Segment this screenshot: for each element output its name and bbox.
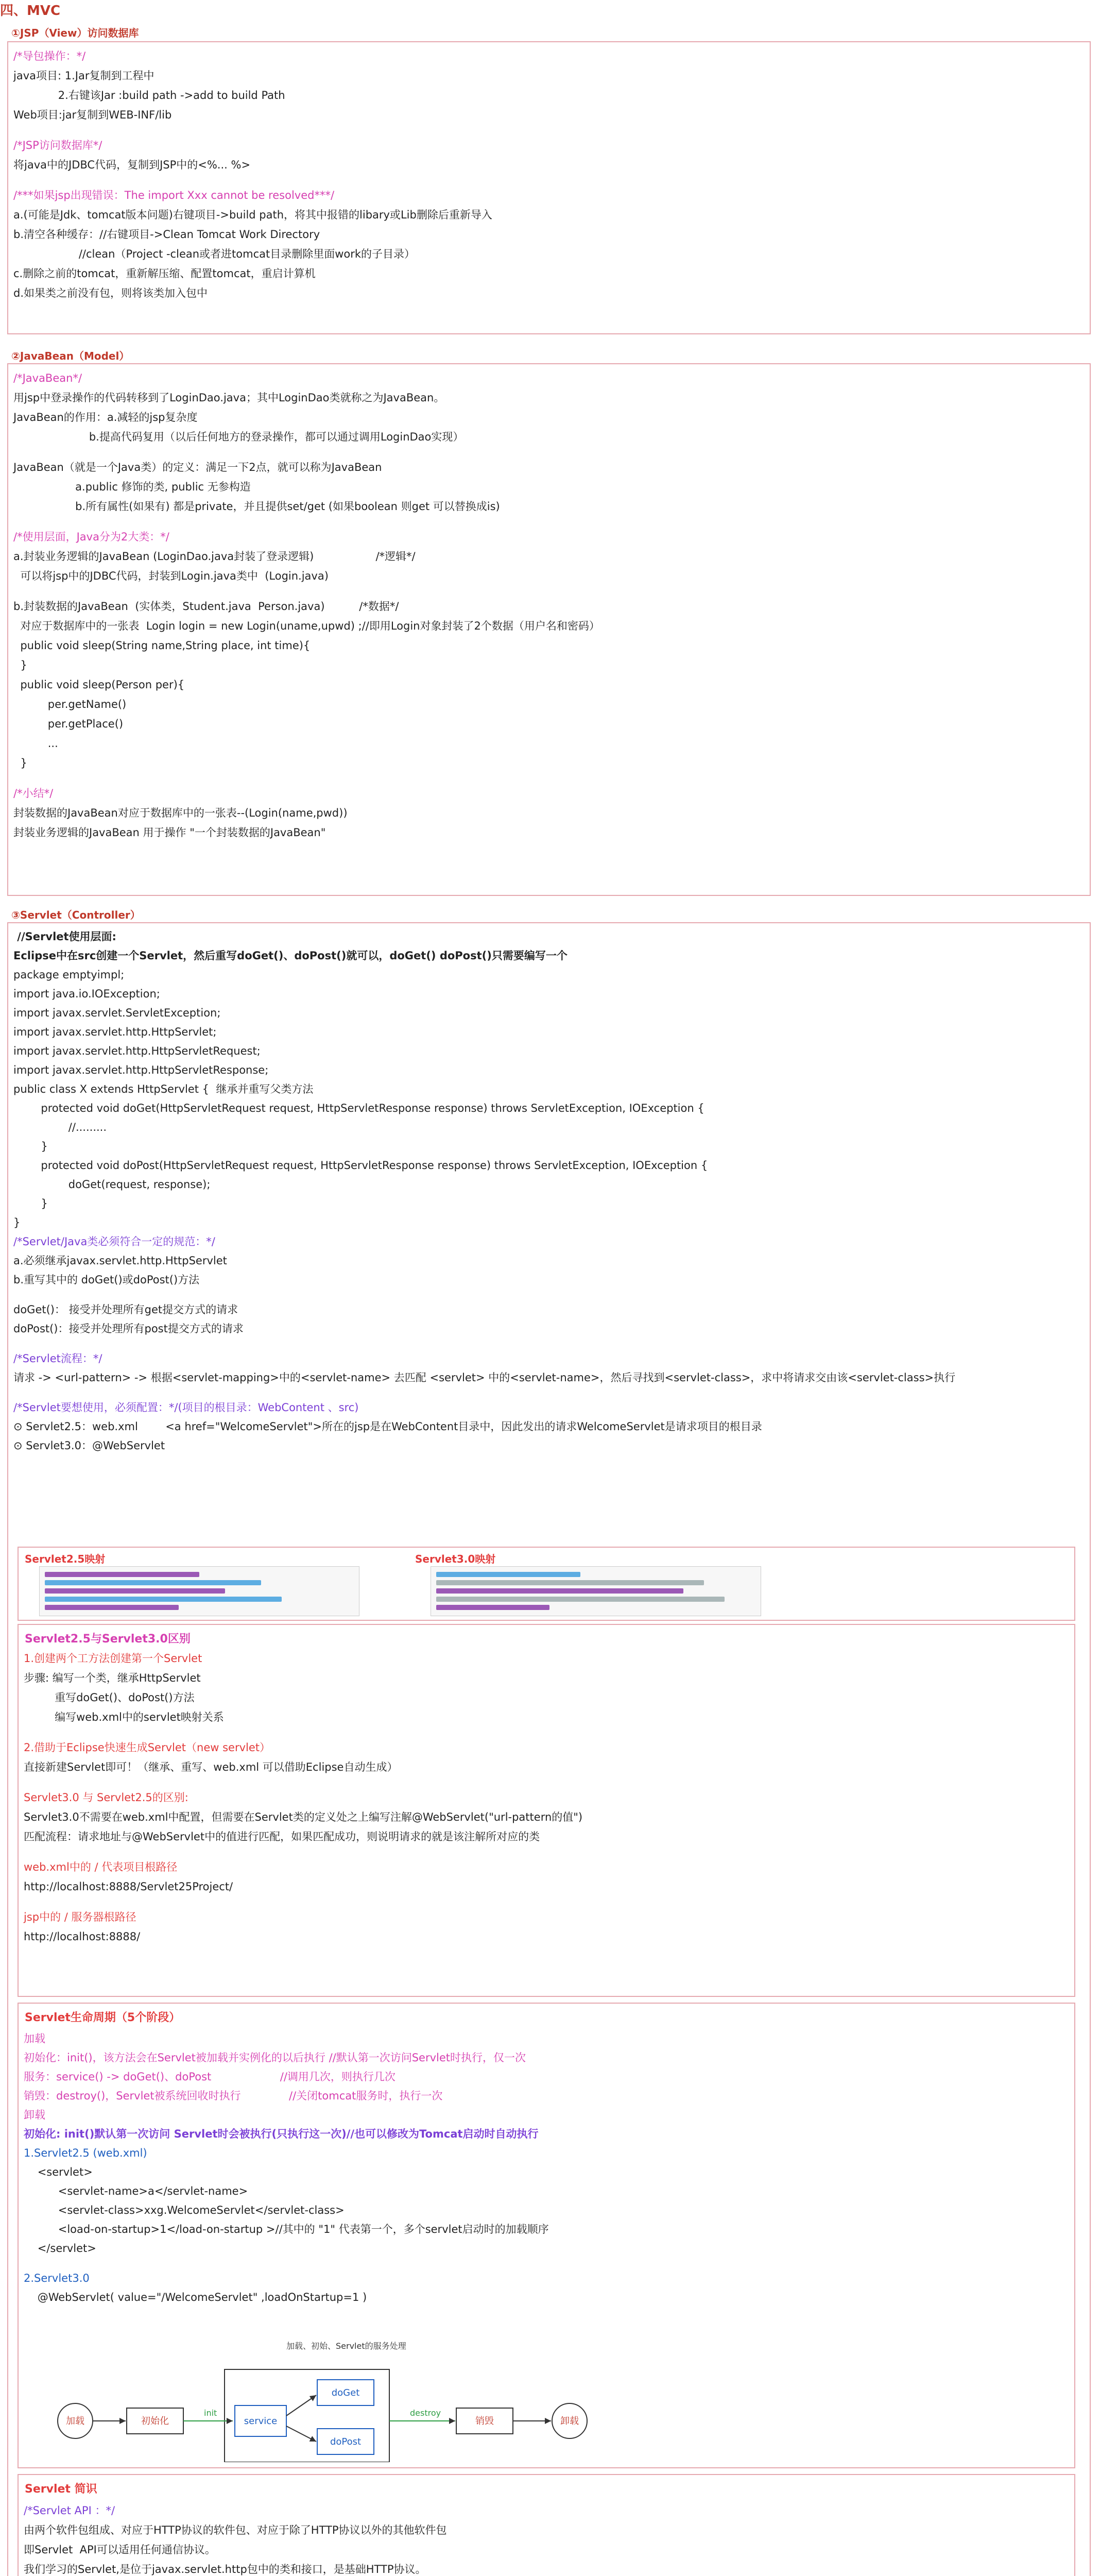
note-line: 步骤: 编写一个类，继承HttpServlet bbox=[24, 1672, 201, 1684]
note-line: <servlet-name>a</servlet-name> bbox=[24, 2185, 248, 2197]
note-line: import javax.servlet.http.HttpServlet; bbox=[13, 1026, 217, 1038]
note-line: 加载 bbox=[24, 2032, 45, 2045]
note-line: jsp中的 / 服务器根路径 bbox=[24, 1911, 136, 1923]
servlet-section-title: ③Servlet（Controller） bbox=[11, 909, 141, 921]
note-line: 匹配流程：请求地址与@WebServlet中的值进行匹配，如果匹配成功，则说明请求的就是该注解所对应的类 bbox=[24, 1831, 540, 1843]
note-line: /*Servlet流程：*/ bbox=[13, 1352, 102, 1365]
note-line: web.xml中的 / 代表项目根路径 bbox=[24, 1861, 178, 1873]
note-line: import javax.servlet.http.HttpServletResponse; bbox=[13, 1064, 269, 1076]
note-line: b.封装数据的JavaBean (实体类，Student.java Person.java) /*数据*/ bbox=[13, 600, 399, 613]
note-line: ⊙ Servlet3.0：@WebServlet bbox=[13, 1439, 165, 1452]
note-line: <servlet> bbox=[24, 2166, 93, 2178]
note-line bbox=[13, 773, 1085, 784]
lifecycle-notes bbox=[24, 2029, 1069, 2307]
note-line: 直接新建Servlet即可！（继承、重写、web.xml 可以借助Eclipse自动生成） bbox=[24, 1761, 398, 1773]
note-line: } bbox=[13, 1197, 48, 1210]
servlet25-mapping-label: Servlet2.5映射 bbox=[25, 1553, 106, 1565]
note-line: //clean（Project -clean或者进tomcat目录删除里面work的子目录） bbox=[13, 248, 416, 260]
javabean-notes bbox=[13, 368, 1085, 842]
note-line: 我们学习的Servlet,是位于javax.servlet.http包中的类和接口，是基础HTTP协议。 bbox=[24, 2563, 426, 2575]
note-line: http://localhost:8888/Servlet25Project/ bbox=[24, 1880, 233, 1893]
note-line: doGet()： 接受并处理所有get提交方式的请求 bbox=[13, 1303, 238, 1316]
note-line: 初始化：init()，该方法会在Servlet被加载并实例化的以后执行 //默认第一次访问Servlet时执行，仅一次 bbox=[24, 2052, 526, 2064]
note-line: doGet(request, response); bbox=[13, 1178, 211, 1191]
note-line: 2.借助于Eclipse快速生成Servlet（new servlet） bbox=[24, 1741, 271, 1754]
node-init: 初始化 bbox=[141, 2416, 169, 2427]
edge-init-label: init bbox=[204, 2408, 217, 2418]
note-line: per.getPlace() bbox=[13, 718, 124, 730]
note-line bbox=[24, 1896, 1069, 1907]
note-line: 请求 -> <url-pattern> -> 根据<servlet-mapping>中的<servlet-name> 去匹配 <servlet> 中的<servlet-name>，然后寻找到<servlet-class>，求中将请求交由该<servlet-class>执行 bbox=[13, 1371, 956, 1384]
servlet-lifecycle-box bbox=[18, 2003, 1075, 2468]
note-line: package emptyimpl; bbox=[13, 969, 125, 981]
note-line: 2.Servlet3.0 bbox=[24, 2272, 90, 2284]
note-line: Web项目:jar复制到WEB-INF/lib bbox=[13, 109, 172, 121]
note-line: b.提高代码复用（以后任何地方的登录操作，都可以通过调用LoginDao实现） bbox=[13, 431, 464, 443]
note-line: http://localhost:8888/ bbox=[24, 1930, 141, 1943]
note-line: protected void doPost(HttpServletRequest request, HttpServletResponse response) throws ServletException, IOException { bbox=[13, 1159, 708, 1172]
jsp-notes bbox=[13, 46, 1085, 303]
note-line: JavaBean（就是一个Java类）的定义：满足一下2点，就可以称为JavaBean bbox=[13, 461, 382, 473]
note-line: 封装业务逻辑的JavaBean 用于操作 "一个封装数据的JavaBean" bbox=[13, 826, 326, 839]
note-line: 卸载 bbox=[24, 2109, 45, 2121]
note-line: 编写web.xml中的servlet映射关系 bbox=[24, 1711, 224, 1723]
note-line: public class X extends HttpServlet { 继承并重写父类方法 bbox=[13, 1083, 314, 1095]
note-line bbox=[24, 2258, 1069, 2269]
note-line bbox=[13, 125, 1085, 135]
note-line: /*Servlet要想使用，必须配置：*/(项目的根目录：WebContent 、src) bbox=[13, 1401, 359, 1414]
node-doget: doGet bbox=[331, 2387, 360, 2398]
lifecycle-title: Servlet生命周期（5个阶段） bbox=[25, 2011, 181, 2024]
note-line: 将java中的JDBC代码，复制到JSP中的<%... %> bbox=[13, 159, 251, 171]
note-line: import javax.servlet.ServletException; bbox=[13, 1007, 221, 1019]
servlet30-annotation-snippet bbox=[431, 1566, 761, 1616]
note-line: @WebServlet( value="/WelcomeServlet" ,loadOnStartup=1 ) bbox=[24, 2291, 367, 2303]
note-line: public void sleep(String name,String place, int time){ bbox=[13, 639, 311, 652]
servlet30-mapping-label: Servlet3.0映射 bbox=[415, 1553, 496, 1565]
servlet-section bbox=[7, 922, 1091, 2576]
note-line: b.清空各种缓存：//右键项目->Clean Tomcat Work Directory bbox=[13, 228, 320, 241]
note-line: /*JSP访问数据库*/ bbox=[13, 139, 102, 151]
note-line: b.所有属性(如果有) 都是private，并且提供set/get (如果boolean 则get 可以替换成is) bbox=[13, 500, 500, 513]
page-title: 四、MVC bbox=[0, 3, 61, 19]
note-line: 初始化: init()默认第一次访问 Servlet时会被执行(只执行这一次)//也可以修改为Tomcat启动时自动执行 bbox=[24, 2128, 539, 2140]
note-line: /*JavaBean*/ bbox=[13, 372, 82, 384]
note-line: /*小结*/ bbox=[13, 787, 54, 800]
note-line: } bbox=[13, 757, 27, 769]
note-line: 即Servlet API可以适用任何通信协议。 bbox=[24, 2544, 216, 2556]
note-line: </servlet> bbox=[24, 2242, 96, 2255]
javabean-section-title: ②JavaBean（Model） bbox=[11, 350, 130, 362]
note-line bbox=[13, 447, 1085, 457]
servlet-api-box bbox=[18, 2474, 1075, 2576]
servlet-mapping-box bbox=[18, 1547, 1075, 1621]
note-line: a.封装业务逻辑的JavaBean (LoginDao.java封装了登录逻辑) /*逻辑*/ bbox=[13, 550, 416, 563]
note-line: 对应于数据库中的一张表 Login login = new Login(uname,upwd) ;//即用Login对象封装了2个数据（用户名和密码） bbox=[13, 620, 600, 632]
note-line: } bbox=[13, 1140, 48, 1153]
note-line: 销毁：destroy()，Servlet被系统回收时执行 //关闭tomcat服务时，执行一次 bbox=[24, 2090, 443, 2102]
note-line: Servlet3.0不需要在web.xml中配置，但需要在Servlet类的定义处之上编写注解@WebServlet("url-pattern的值") bbox=[24, 1811, 583, 1823]
note-line: <servlet-class>xxg.WelcomeServlet</servlet-class> bbox=[24, 2204, 345, 2216]
servlet25-xml-snippet bbox=[39, 1566, 359, 1616]
note-line: //Servlet使用层面: bbox=[13, 930, 116, 943]
node-unload: 卸载 bbox=[560, 2416, 579, 2427]
note-line bbox=[24, 1777, 1069, 1788]
note-line bbox=[24, 1846, 1069, 1857]
note-line: 用jsp中登录操作的代码转移到了LoginDao.java；其中LoginDao类就称之为JavaBean。 bbox=[13, 392, 445, 404]
note-line bbox=[13, 1387, 1085, 1398]
note-line: Eclipse中在src创建一个Servlet，然后重写doGet()、doPost()就可以，doGet() doPost()只需要编写一个 bbox=[13, 950, 568, 962]
note-line: } bbox=[13, 659, 27, 671]
note-line: a.public 修饰的类, public 无参构造 bbox=[13, 481, 251, 493]
note-line: 可以将jsp中的JDBC代码，封装到Login.java类中 (Login.java) bbox=[13, 570, 329, 582]
note-line: Servlet3.0 与 Servlet2.5的区别: bbox=[24, 1791, 188, 1804]
note-line: <load-on-startup>1</load-on-startup >//其中的 "1" 代表第一个，多个servlet启动时的加载顺序 bbox=[24, 2223, 549, 2235]
edge-destroy-label: destroy bbox=[410, 2408, 441, 2418]
node-load: 加载 bbox=[66, 2416, 84, 2427]
note-line: 1.Servlet2.5 (web.xml) bbox=[24, 2147, 147, 2159]
note-line: d.如果类之前没有包，则将该类加入包中 bbox=[13, 287, 208, 299]
note-line: per.getName() bbox=[13, 698, 127, 710]
lifecycle-caption: 加载、初始、Servlet的服务处理 bbox=[286, 2341, 406, 2351]
note-line: b.重写其中的 doGet()或doPost()方法 bbox=[13, 1274, 200, 1286]
note-line: public void sleep(Person per){ bbox=[13, 679, 185, 691]
note-line: /***如果jsp出现错误：The import Xxx cannot be resolved***/ bbox=[13, 189, 335, 201]
servlet-notes bbox=[13, 927, 1085, 1455]
note-line: } bbox=[13, 1216, 21, 1229]
node-destroy: 销毁 bbox=[475, 2416, 494, 2427]
note-line: import javax.servlet.http.HttpServletRequest; bbox=[13, 1045, 261, 1057]
jsp-section bbox=[7, 41, 1091, 334]
api-notes bbox=[24, 2501, 1069, 2576]
node-dopost: doPost bbox=[330, 2436, 362, 2447]
note-line: ⊙ Servlet2.5：web.xml <a href="WelcomeServlet">所在的jsp是在WebContent目录中，因此发出的请求WelcomeServlet是请求项目的根目录 bbox=[13, 1420, 762, 1433]
note-line: 服务：service() -> doGet()、doPost //调用几次，则执行几次 bbox=[24, 2071, 396, 2083]
note-line: c.删除之前的tomcat，重新解压缩、配置tomcat，重启计算机 bbox=[13, 267, 316, 280]
note-line: 重写doGet()、doPost()方法 bbox=[24, 1691, 195, 1704]
note-line: /*Servlet/Java类必须符合一定的规范：*/ bbox=[13, 1235, 215, 1248]
note-line: doPost()：接受并处理所有post提交方式的请求 bbox=[13, 1323, 244, 1335]
note-line: ... bbox=[13, 737, 58, 750]
note-line: 1.创建两个工方法创建第一个Servlet bbox=[24, 1652, 202, 1665]
note-line: //......... bbox=[13, 1121, 107, 1133]
note-line: a.(可能是Jdk、tomcat版本问题)右键项目->build path，将其中报错的libary或Lib删除后重新导入 bbox=[13, 209, 492, 221]
note-line bbox=[13, 516, 1085, 527]
note-line: a.必须继承javax.servlet.http.HttpServlet bbox=[13, 1255, 227, 1267]
note-line: 封装数据的JavaBean对应于数据库中的一张表--(Login(name,pwd)) bbox=[13, 807, 348, 819]
note-line: protected void doGet(HttpServletRequest request, HttpServletResponse response) throws ServletException, IOException { bbox=[13, 1102, 704, 1114]
note-line: import java.io.IOException; bbox=[13, 988, 160, 1000]
note-line bbox=[13, 175, 1085, 185]
note-line bbox=[24, 1727, 1069, 1738]
servlet-diff-title: Servlet2.5与Servlet3.0区别 bbox=[25, 1633, 191, 1646]
note-line bbox=[13, 1290, 1085, 1300]
jsp-section-title: ①JSP（View）访问数据库 bbox=[11, 27, 139, 39]
note-line: 由两个软件包组成、对应于HTTP协议的软件包、对应于除了HTTP协议以外的其他软件包 bbox=[24, 2524, 447, 2536]
note-line: 2.右键该Jar :build path ->add to build Path bbox=[13, 89, 285, 101]
note-line: /*Servlet API ：*/ bbox=[24, 2504, 115, 2517]
note-line bbox=[13, 586, 1085, 597]
node-service: service bbox=[244, 2416, 278, 2427]
servlet-diff-box bbox=[18, 1624, 1075, 1997]
servlet-diff-notes bbox=[24, 1649, 1069, 1946]
note-line: java项目: 1.Jar复制到工程中 bbox=[13, 70, 154, 82]
note-line: JavaBean的作用：a.减轻的jsp复杂度 bbox=[13, 411, 198, 423]
note-line: /*使用层面，Java分为2大类：*/ bbox=[13, 531, 169, 543]
note-line: /*导包操作：*/ bbox=[13, 50, 86, 62]
note-line bbox=[13, 1338, 1085, 1349]
lifecycle-diagram bbox=[49, 2338, 616, 2462]
api-title: Servlet 简识 bbox=[25, 2483, 97, 2496]
javabean-section bbox=[7, 363, 1091, 896]
